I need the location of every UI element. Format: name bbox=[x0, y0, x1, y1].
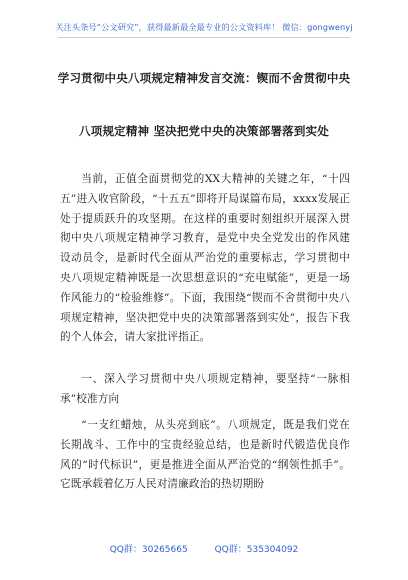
body-paragraph-section-1 bbox=[60, 416, 350, 495]
footer-qq-group-2[interactable]: QQ群：535304092 bbox=[214, 545, 299, 555]
document-title-line-2: 八项规定精神 坚决把党中央的决策部署落到实处 bbox=[79, 124, 329, 138]
header-divider bbox=[58, 37, 350, 38]
section-heading-text: 一、深入学习贯彻中央八项规定精神，要坚持“一脉相承”校准方向 bbox=[60, 373, 350, 405]
header-banner[interactable]: 关注头条号“公文研究”，获得最新最全最专业的公文资料库！ 微信：gongwenyj bbox=[55, 22, 353, 32]
body-paragraph-intro bbox=[60, 170, 350, 348]
footer-qq-group-1[interactable]: QQ群：30265665 bbox=[109, 545, 188, 555]
document-title-line-1: 学习贯彻中央八项规定精神发言交流：锲而不舍贯彻中央 bbox=[57, 71, 351, 85]
footer-contact bbox=[0, 542, 408, 555]
paragraph-text: “一支红蜡烛，从头亮到底”。八项规定，既是我们党在长期战斗、工作中的宝贵经验总结，也是新时代锻造优良作风的“时代标识”，更是推进全面从严治党的“纲领性抓手”。它既承载着亿万人民对清廉政治的热切期盼 bbox=[60, 419, 350, 491]
body-section-heading bbox=[60, 370, 350, 410]
paragraph-text: 当前，正值全面贯彻党的XX大精神的关键之年，“十四五”进入收官阶段，“十五五”即将开局谋篇布局，xxxx发展正处于提质跃升的攻坚期。在这样的重要时刻组织开展深入贯彻中央八项规定精神学习教育，是党中央全党发出的作风建设动员令，是新时代全面从严治党的重要标志，学习贯彻中央八项规定精神既是一次思想意识的“充电赋能”，更是一场作风能力的“检验维修”。下面，我围绕“锲而不舍贯彻中央八项规定精神，坚决把党中央的决策部署落到实处”，报告下我的个人体会，请大家批评指正。 bbox=[60, 173, 350, 344]
